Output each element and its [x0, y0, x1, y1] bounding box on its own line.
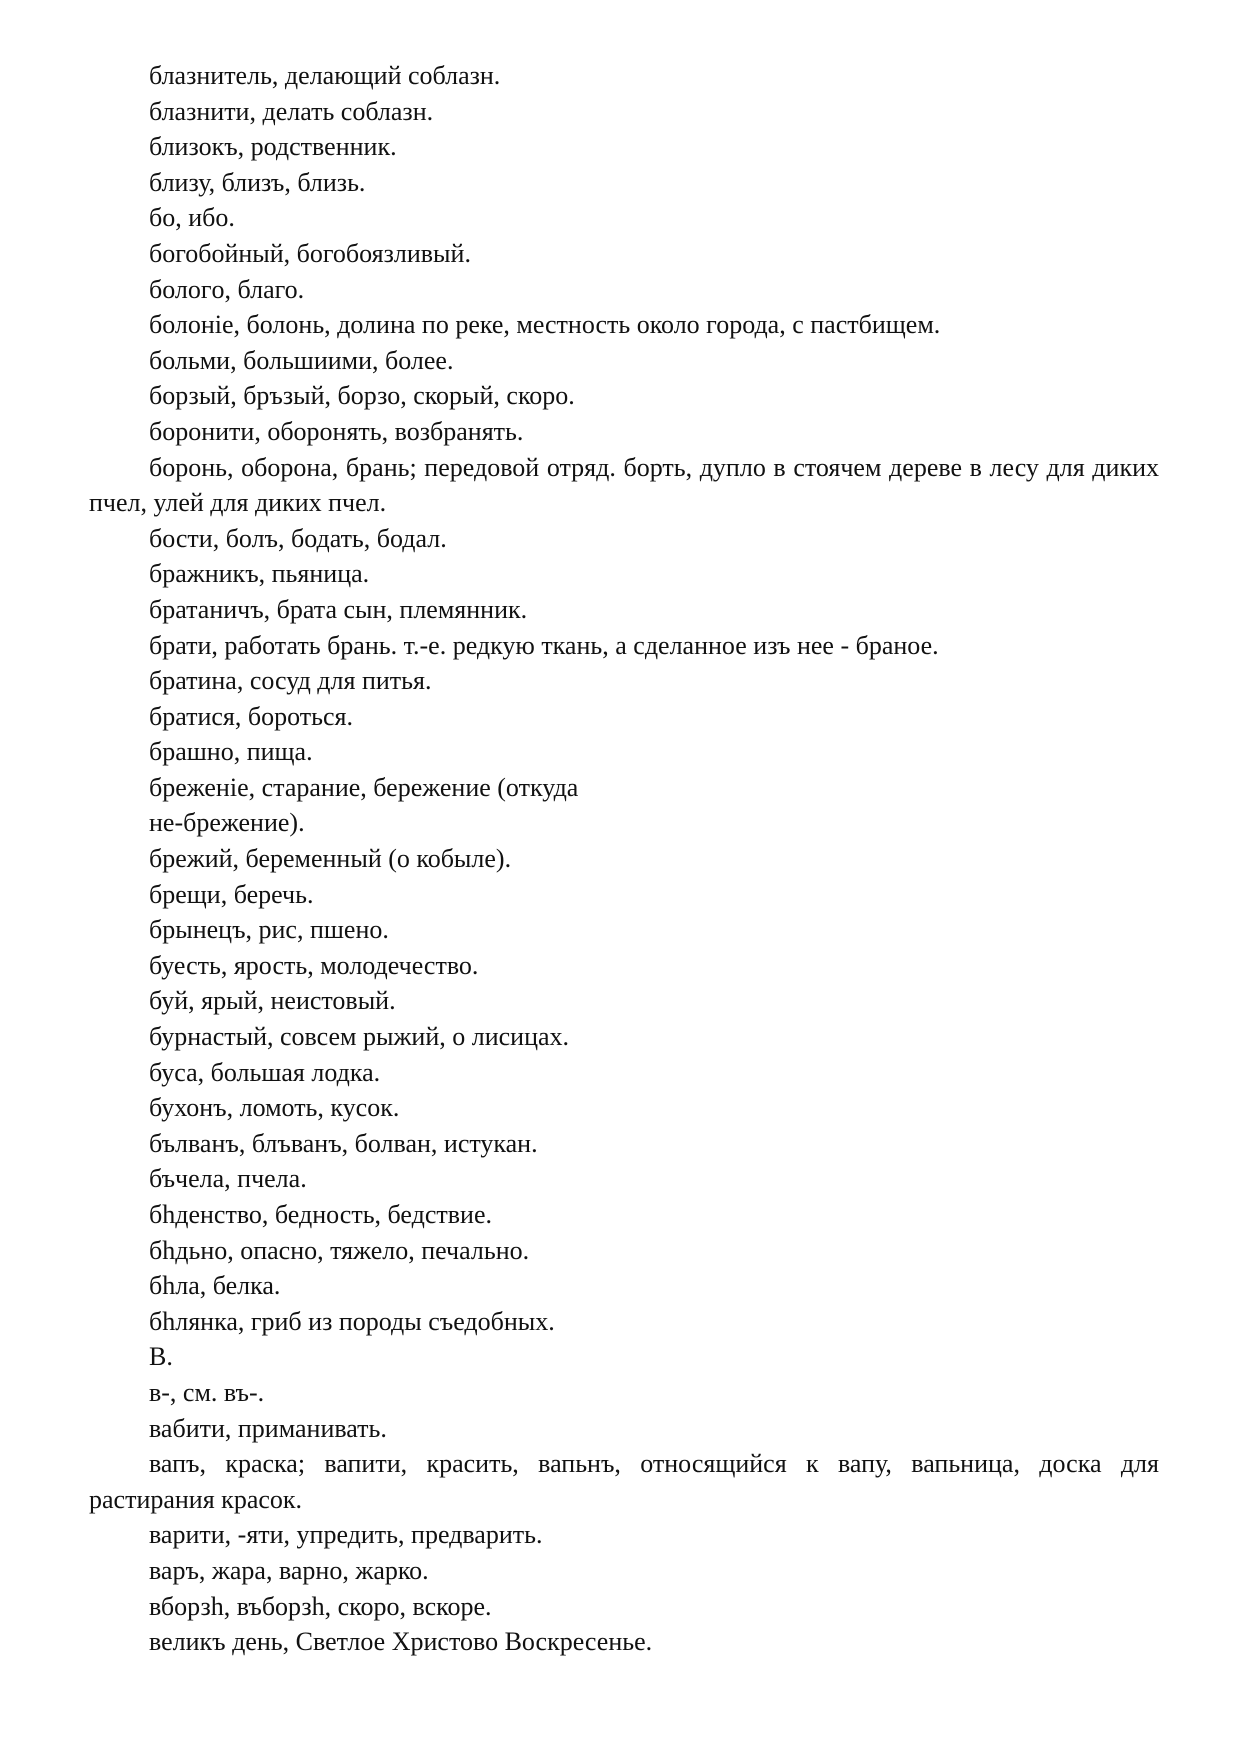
entry-bologo: бологo, благо.	[149, 274, 305, 304]
entry-bosti: бости, болъ, бодать, бодал.	[149, 523, 447, 553]
dictionary-page	[89, 58, 1159, 1660]
section-heading-v: В.	[149, 1342, 173, 1372]
entry-boron: боронь, оборона, брань; передовой отряд. борть, дупло в стоячем дереве в лесу для диких пчел, улей для диких пчел.	[89, 452, 1159, 518]
entry-bratisya: братися, бороться.	[149, 701, 353, 731]
entry-bratina: братина, сосуд для питья.	[149, 666, 432, 696]
entry-belyanka: бhлянка, гриб из породы съедобных.	[149, 1306, 555, 1336]
entry-var: варъ, жара, варно, жарко.	[149, 1555, 429, 1585]
entry-bo: бо, ибо.	[149, 203, 235, 233]
entry-bratanich: братаничъ, брата сын, племянник.	[149, 594, 528, 624]
entry-blaznitel: блазнитель, делающий соблазн.	[149, 61, 501, 90]
entry-brynets: брынецъ, рис, пшено.	[149, 915, 389, 945]
entry-brezhenie: бреженіе, старание, бережение (откуда	[149, 772, 579, 802]
entry-buchela: бъчела, пчела.	[149, 1164, 307, 1194]
entry-v-prefix: в-, см. въ-.	[149, 1377, 265, 1407]
entry-brashno: брашно, пища.	[149, 737, 313, 767]
entry-blizok: близокъ, родственник.	[149, 132, 397, 162]
entry-bolonie: болоніе, болонь, долина по реке, местность около города, с пастбищем.	[149, 310, 941, 340]
entry-buhon: бухонъ, ломоть, кусок.	[149, 1093, 400, 1123]
entry-bedenstvo: бhденство, бедность, бедствие.	[149, 1200, 492, 1229]
entry-vap: вапъ, краска; вапити, красить, вапьнъ, относящийся к вапу, вапьница, доска для растирания красок.	[89, 1449, 1159, 1514]
entry-boroniti: боронити, оборонять, возбранять.	[149, 416, 524, 446]
entry-buest: буесть, ярость, молодечество.	[149, 950, 479, 980]
entry-velik-den: великъ день, Светлое Христово Воскресенье.	[149, 1627, 653, 1657]
entry-brati: брати, работать брань. т.-е. редкую ткань, а сделанное изъ нее - браное.	[149, 630, 939, 660]
entry-busa: буса, большая лодка.	[149, 1057, 381, 1087]
entry-blizu: близу, близъ, близь.	[149, 167, 366, 197]
entry-bogoboiny: богобойный, богобоязливый.	[149, 238, 471, 268]
entry-brazhnik: бражникъ, пьяница.	[149, 559, 370, 589]
entry-bulvan: бълванъ, блъванъ, болван, истукан.	[149, 1128, 538, 1158]
entry-vabiti: вабити, приманивать.	[149, 1413, 387, 1443]
entry-burnasty: бурнастый, совсем рыжий, о лисицах.	[149, 1022, 570, 1052]
entry-vborze: вборзh, въборзh, скоро, вскоре.	[149, 1591, 492, 1621]
entry-buy: буй, ярый, неистовый.	[149, 986, 396, 1016]
entry-variti: варити, -яти, упредить, предварить.	[149, 1520, 543, 1550]
entry-bedno: бhдьно, опасно, тяжело, печально.	[149, 1235, 530, 1265]
entry-bela: бhла, белка.	[149, 1271, 281, 1301]
entry-ne-brezhenie: не-брежение).	[149, 808, 305, 838]
entry-breschi: брещи, беречь.	[149, 879, 314, 909]
entry-borzy: борзый, бръзый, борзо, скорый, скоро.	[149, 381, 575, 411]
entry-brezhy: брежий, беременный (о кобыле).	[149, 844, 512, 874]
entry-blazniti: блазнити, делать соблазн.	[149, 96, 434, 126]
entry-bolmi: больми, большиими, более.	[149, 345, 454, 375]
